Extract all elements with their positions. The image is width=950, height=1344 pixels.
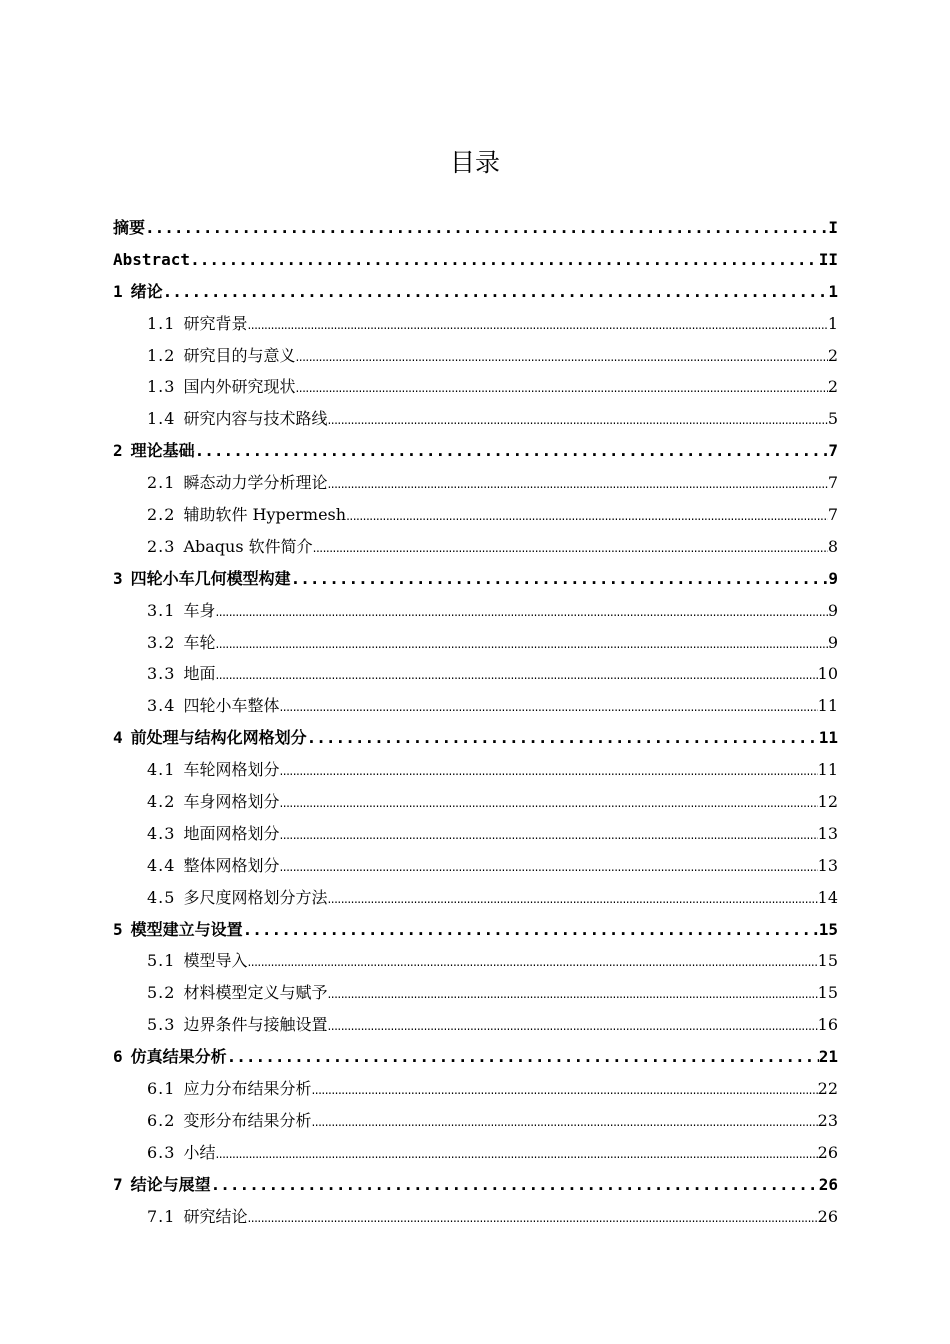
toc-entry-number: 7.1 — [147, 1206, 176, 1226]
toc-chapter-entry[interactable] — [113, 276, 838, 308]
toc-page-number: 16 — [817, 1015, 838, 1035]
toc-entry-title: 四轮小车整体 — [183, 696, 280, 716]
toc-chapter-entry[interactable] — [113, 1041, 838, 1073]
toc-chapter-entry[interactable] — [113, 722, 838, 754]
dot-leader — [279, 820, 817, 850]
toc-entry-title: 车身网格划分 — [183, 792, 280, 812]
toc-entry-label — [113, 276, 163, 308]
toc-section-entry[interactable] — [113, 371, 838, 403]
dot-leader — [295, 373, 827, 403]
toc-entry-title: 模型建立与设置 — [130, 919, 243, 939]
page-title: 目录 — [449, 148, 500, 177]
toc-section-entry[interactable] — [113, 1137, 838, 1169]
toc-entry-title: 车轮网格划分 — [183, 760, 280, 780]
toc-page-number: 26 — [817, 1206, 838, 1226]
toc-entry-label — [113, 1169, 211, 1201]
toc-entry-title: 前处理与结构化网格划分 — [130, 728, 307, 748]
toc-entry-number: 2.1 — [147, 473, 176, 493]
dot-leader — [215, 629, 827, 659]
toc-section-entry[interactable] — [113, 754, 838, 786]
dot-leader — [247, 310, 827, 340]
toc-entry-label — [113, 722, 307, 754]
dot-leader — [279, 756, 817, 786]
dot-leader — [215, 660, 817, 690]
toc-entry-number: 3.2 — [147, 632, 176, 652]
toc-page-number: 23 — [817, 1110, 838, 1130]
toc-page-number: 7 — [827, 473, 838, 493]
toc-entry-title: 研究内容与技术路线 — [183, 409, 328, 429]
toc-section-entry[interactable] — [113, 308, 838, 340]
toc-chapter-entry[interactable] — [113, 212, 838, 244]
toc-entry-label — [147, 499, 346, 531]
toc-entry-label — [113, 563, 291, 595]
dot-leader — [190, 244, 819, 276]
toc-entry-title: 瞬态动力学分析理论 — [183, 473, 328, 493]
toc-section-entry[interactable] — [113, 945, 838, 977]
toc-page-number: 9 — [828, 568, 838, 588]
toc-entry-title: 结论与展望 — [130, 1174, 211, 1194]
toc-page-number: 14 — [817, 887, 838, 907]
toc-page-number: 5 — [827, 409, 838, 429]
toc-page-number: 9 — [827, 600, 838, 620]
toc-entry-title: Abstract — [113, 249, 191, 269]
dot-leader — [327, 405, 827, 435]
toc-section-entry[interactable] — [113, 627, 838, 659]
toc-section-entry[interactable] — [113, 499, 838, 531]
toc-page-number: 11 — [818, 728, 838, 748]
toc-entry-number: 1.1 — [147, 313, 176, 333]
toc-page-number: 8 — [827, 536, 838, 556]
toc-entry-number: 2.2 — [147, 505, 176, 525]
toc-entry-title: 边界条件与接触设置 — [183, 1015, 328, 1035]
toc-entry-title: 理论基础 — [130, 441, 195, 461]
toc-entry-label — [147, 467, 327, 499]
toc-section-entry[interactable] — [113, 786, 838, 818]
toc-entry-label — [113, 1041, 227, 1073]
toc-entry-label — [113, 244, 190, 276]
dot-leader — [247, 947, 817, 977]
toc-entry-number: 3.3 — [147, 664, 176, 684]
toc-entry-number: 6.2 — [147, 1110, 176, 1130]
toc-entry-number: 1 — [113, 281, 123, 301]
toc-entry-title: 变形分布结果分析 — [183, 1110, 312, 1130]
toc-page-number: II — [818, 249, 838, 269]
dot-leader — [247, 1203, 817, 1233]
dot-leader — [211, 1169, 819, 1201]
dot-leader — [327, 1011, 817, 1041]
toc-page-number: 15 — [818, 919, 838, 939]
toc-entry-label — [147, 690, 279, 722]
toc-entry-number: 1.3 — [147, 377, 176, 397]
toc-section-entry[interactable] — [113, 1105, 838, 1137]
toc-entry-number: 4.1 — [147, 760, 176, 780]
toc-entry-label — [147, 945, 247, 977]
toc-chapter-entry[interactable] — [113, 1169, 838, 1201]
toc-entry-label — [147, 340, 295, 372]
dot-leader — [215, 597, 827, 627]
toc-entry-label — [147, 882, 327, 914]
toc-page-number: 1 — [827, 313, 838, 333]
dot-leader — [243, 914, 819, 946]
toc-entry-number: 1.2 — [147, 345, 176, 365]
toc-page-number: 13 — [817, 855, 838, 875]
toc-page-number: 12 — [817, 792, 838, 812]
toc-chapter-entry[interactable] — [113, 435, 838, 467]
toc-section-entry[interactable] — [113, 403, 838, 435]
toc-section-entry[interactable] — [113, 1009, 838, 1041]
toc-entry-number: 6 — [113, 1047, 123, 1067]
toc-entry-title: 研究目的与意义 — [183, 345, 296, 365]
toc-entry-label — [147, 531, 313, 563]
toc-entry-label — [147, 308, 247, 340]
dot-leader — [279, 788, 817, 818]
toc-chapter-entry[interactable] — [113, 244, 838, 276]
toc-page-number: 11 — [817, 760, 838, 780]
toc-section-entry[interactable] — [113, 690, 838, 722]
toc-entry-number: 4.4 — [147, 855, 176, 875]
toc-entry-number: 5.1 — [147, 951, 176, 971]
toc-page-number: 21 — [818, 1047, 838, 1067]
toc-section-entry[interactable] — [113, 531, 838, 563]
toc-entry-title: 地面网格划分 — [183, 823, 280, 843]
toc-section-entry[interactable] — [113, 977, 838, 1009]
toc-entry-title: 模型导入 — [183, 951, 248, 971]
toc-entry-label — [147, 658, 215, 690]
toc-page-number: 11 — [817, 696, 838, 716]
toc-entry-number: 4 — [113, 728, 123, 748]
dot-leader — [195, 435, 829, 467]
toc-entry-title: 摘要 — [113, 218, 146, 237]
toc-entry-title: 应力分布结果分析 — [183, 1079, 312, 1099]
toc-section-entry[interactable] — [113, 818, 838, 850]
toc-page-number: 7 — [828, 441, 838, 461]
toc-entry-number: 2.3 — [147, 536, 176, 556]
toc-entry-title: 研究背景 — [183, 313, 248, 333]
dot-leader — [327, 979, 817, 1009]
dot-leader — [307, 722, 819, 754]
toc-section-entry[interactable] — [113, 850, 838, 882]
toc-entry-number: 3.4 — [147, 696, 176, 716]
toc-entry-title: Abaqus 软件简介 — [183, 536, 313, 556]
dot-leader — [327, 884, 817, 914]
dot-leader — [279, 852, 817, 882]
toc-entry-title: 地面 — [183, 664, 216, 684]
toc-page-number: 13 — [817, 823, 838, 843]
toc-entry-label — [147, 818, 279, 850]
toc-entry-label — [147, 595, 215, 627]
toc-entry-label — [147, 1201, 247, 1233]
dot-leader — [291, 563, 829, 595]
dot-leader — [279, 692, 817, 722]
toc-page-number: 26 — [818, 1174, 838, 1194]
toc-entry-number: 5 — [113, 919, 123, 939]
dot-leader — [311, 1075, 817, 1105]
toc-entry-label — [147, 754, 279, 786]
dot-leader — [327, 469, 827, 499]
toc-page-number: 2 — [827, 345, 838, 365]
toc-page-number: 15 — [817, 983, 838, 1003]
toc-entry-number: 4.5 — [147, 887, 176, 907]
dot-leader — [163, 276, 829, 308]
toc-page-number: 9 — [827, 632, 838, 652]
toc-entry-number: 4.2 — [147, 792, 176, 812]
dot-leader — [346, 501, 828, 531]
toc-entry-label — [147, 1073, 311, 1105]
toc-entry-label — [113, 914, 243, 946]
toc-entry-title: 研究结论 — [183, 1206, 248, 1226]
table-of-contents — [113, 212, 838, 1233]
toc-entry-title: 仿真结果分析 — [130, 1047, 227, 1067]
toc-entry-label — [147, 1009, 327, 1041]
toc-entry-number: 5.3 — [147, 1015, 176, 1035]
toc-entry-number: 3 — [113, 568, 123, 588]
toc-page-number: 26 — [817, 1142, 838, 1162]
toc-entry-label — [147, 371, 295, 403]
toc-entry-number: 2 — [113, 441, 123, 461]
toc-section-entry[interactable] — [113, 658, 838, 690]
toc-page-number: 7 — [827, 505, 838, 525]
toc-chapter-entry[interactable] — [113, 914, 838, 946]
toc-entry-label — [113, 435, 195, 467]
dot-leader — [227, 1041, 819, 1073]
dot-leader — [145, 212, 828, 244]
dot-leader — [295, 342, 827, 372]
toc-section-entry[interactable] — [113, 595, 838, 627]
toc-entry-title: 车轮 — [183, 632, 216, 652]
toc-entry-title: 绪论 — [130, 281, 163, 301]
toc-entry-title: 整体网格划分 — [183, 855, 280, 875]
dot-leader — [215, 1139, 817, 1169]
toc-section-entry[interactable] — [113, 1073, 838, 1105]
toc-page-number: 15 — [817, 951, 838, 971]
dot-leader — [311, 1107, 817, 1137]
toc-entry-number: 6.1 — [147, 1079, 176, 1099]
toc-section-entry[interactable] — [113, 882, 838, 914]
dot-leader — [313, 533, 828, 563]
toc-entry-label — [147, 977, 327, 1009]
toc-entry-label — [147, 850, 279, 882]
toc-entry-title: 四轮小车几何模型构建 — [130, 568, 291, 588]
toc-section-entry[interactable] — [113, 340, 838, 372]
toc-page-number: 22 — [817, 1079, 838, 1099]
toc-entry-title: 多尺度网格划分方法 — [183, 887, 328, 907]
toc-entry-number: 6.3 — [147, 1142, 176, 1162]
toc-section-entry[interactable] — [113, 1201, 838, 1233]
toc-entry-label — [147, 627, 215, 659]
toc-page-number: 2 — [827, 377, 838, 397]
toc-entry-number: 1.4 — [147, 409, 176, 429]
toc-entry-title: 辅助软件 Hypermesh — [183, 505, 347, 525]
toc-entry-label — [147, 1137, 215, 1169]
toc-chapter-entry[interactable] — [113, 563, 838, 595]
toc-page-number: 10 — [817, 664, 838, 684]
toc-page-number: 1 — [828, 281, 838, 301]
toc-entry-label — [147, 403, 327, 435]
toc-entry-number: 3.1 — [147, 600, 176, 620]
toc-entry-label — [113, 212, 145, 244]
toc-entry-number: 5.2 — [147, 983, 176, 1003]
toc-entry-title: 车身 — [183, 600, 216, 620]
toc-entry-title: 小结 — [183, 1142, 216, 1162]
toc-entry-label — [147, 1105, 311, 1137]
toc-section-entry[interactable] — [113, 467, 838, 499]
toc-entry-title: 材料模型定义与赋予 — [183, 983, 328, 1003]
toc-page-number: I — [828, 218, 838, 237]
toc-entry-number: 7 — [113, 1174, 123, 1194]
toc-entry-number: 4.3 — [147, 823, 176, 843]
toc-entry-title: 国内外研究现状 — [183, 377, 296, 397]
toc-entry-label — [147, 786, 279, 818]
